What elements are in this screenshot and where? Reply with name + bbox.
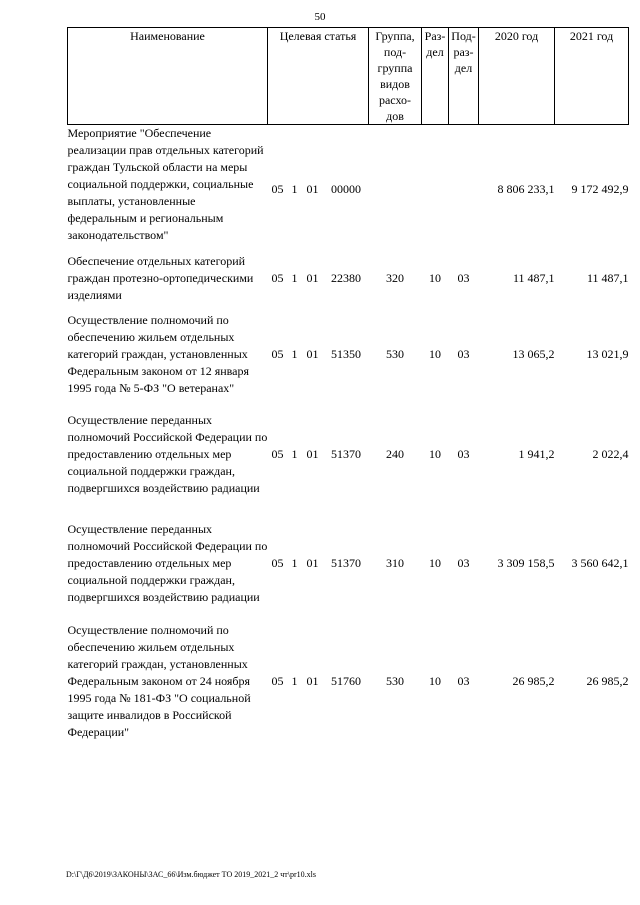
row-2020-amount-cell: 13 065,2 <box>512 346 555 361</box>
row-section-cell: 10 <box>429 446 442 461</box>
row-group-cell: 530 <box>386 674 405 688</box>
row-2020-amount-cell: 26 985,2 <box>512 674 555 688</box>
header-section: Раз- дел <box>422 28 449 125</box>
row-subsection-cell: 03 <box>457 446 470 461</box>
row-2020-amount-cell: 1 941,2 <box>518 446 555 461</box>
page-number: 50 <box>314 11 326 23</box>
row-target-4-cell: 51370 <box>331 555 361 570</box>
row-name-cell: Осуществление переданных полномочий Российской Федерации по предоставлению отдельных мер социальной поддержки граждан, подвергшихся воздействию радиации <box>67 412 268 495</box>
header-year-2021: 2021 год <box>555 28 629 125</box>
row-target-2-cell: 1 <box>291 181 298 196</box>
row-target-3-cell: 01 <box>306 446 319 461</box>
row-2020-amount-cell: 8 806 233,1 <box>497 181 555 196</box>
row-target-3-cell: 01 <box>306 346 319 361</box>
header-year-2020: 2020 год <box>479 28 555 125</box>
row-group-cell: 530 <box>386 346 405 361</box>
row-target-1-cell: 05 <box>271 674 284 688</box>
row-target-1-cell: 05 <box>271 555 284 570</box>
budget-table <box>67 27 629 741</box>
row-2021-amount-cell: 3 560 642,1 <box>571 555 629 570</box>
header-subsection: Под- раз- дел <box>449 28 479 125</box>
file-path-footer: D:\Г\Д6\2019\ЗАКОНЫ\ЗАС_66\Изм.бюджет ТО 2019_2021_2 чт\pr10.xls <box>66 870 316 879</box>
row-target-2-cell: 1 <box>291 271 298 285</box>
row-name-cell: Осуществление полномочий по обеспечению жильем отдельных категорий граждан, установленных Федеральным законом от 24 ноября 1995 года № 181-ФЗ "О социальной защите инвалидов в Российской Федерации" <box>67 623 251 739</box>
row-2021-amount-cell: 11 487,1 <box>586 271 629 285</box>
row-target-4-cell: 51370 <box>331 446 361 461</box>
header-expense-group: Группа, под- группа видов расхо- дов <box>369 28 422 125</box>
row-2021-amount-cell: 13 021,9 <box>586 346 629 361</box>
table-row <box>68 504 629 622</box>
table-row <box>68 404 629 504</box>
row-group-cell: 320 <box>386 271 405 285</box>
row-target-1-cell: 05 <box>271 346 284 361</box>
row-target-1-cell: 05 <box>271 446 284 461</box>
row-subsection-cell: 03 <box>457 271 470 285</box>
row-section-cell <box>422 125 449 254</box>
row-group-cell: 310 <box>386 555 405 570</box>
row-name-cell: Обеспечение отдельных категорий граждан протезно-ортопедическими изделиями <box>67 254 254 302</box>
row-target-3-cell: 01 <box>306 674 319 688</box>
row-target-4-cell: 22380 <box>331 271 361 285</box>
row-target-4-cell: 00000 <box>331 181 361 196</box>
row-target-2-cell: 1 <box>291 446 298 461</box>
row-2020-amount-cell: 11 487,1 <box>512 271 555 285</box>
row-target-1-cell: 05 <box>271 271 284 285</box>
row-name-cell: Осуществление полномочий по обеспечению жильем отдельных категорий граждан, установленных Федеральным законом от 12 января 1995 года № 5-ФЗ "О ветеранах" <box>67 312 250 395</box>
row-subsection-cell: 03 <box>457 674 470 688</box>
row-target-4-cell: 51350 <box>331 346 361 361</box>
row-target-2-cell: 1 <box>291 555 298 570</box>
row-2021-amount-cell: 2 022,4 <box>592 446 629 461</box>
row-target-3-cell: 01 <box>306 271 319 285</box>
row-2021-amount-cell: 9 172 492,9 <box>571 181 629 196</box>
row-subsection-cell: 03 <box>457 346 470 361</box>
table-row <box>68 622 629 741</box>
row-target-4-cell: 51760 <box>331 674 361 688</box>
row-subsection-cell: 03 <box>457 555 470 570</box>
row-section-cell: 10 <box>429 555 442 570</box>
row-name-cell: Мероприятие "Обеспечение реализации прав отдельных категорий граждан Тульской области на меры социальной поддержки, социальные выплаты, установленные федеральным и региональным законодательством" <box>67 126 264 242</box>
row-section-cell: 10 <box>429 674 442 688</box>
row-2021-amount-cell: 26 985,2 <box>586 674 629 688</box>
row-2020-amount-cell: 3 309 158,5 <box>497 555 555 570</box>
row-target-1-cell: 05 <box>271 181 284 196</box>
table-row <box>68 253 629 304</box>
row-target-2-cell: 1 <box>291 346 298 361</box>
row-section-cell: 10 <box>429 346 442 361</box>
table-body <box>68 125 629 742</box>
row-target-2-cell: 1 <box>291 674 298 688</box>
header-target-article: Целевая статья <box>268 28 369 125</box>
row-group-cell <box>369 125 422 254</box>
header-name: Наименование <box>68 28 268 125</box>
row-subsection-cell <box>449 125 479 254</box>
table-row <box>68 125 629 254</box>
row-group-cell: 240 <box>386 446 405 461</box>
row-section-cell: 10 <box>429 271 442 285</box>
table-row <box>68 304 629 404</box>
row-name-cell: Осуществление переданных полномочий Российской Федерации по предоставлению отдельных мер социальной поддержки граждан, подвергшихся воздействию радиации <box>67 521 268 604</box>
row-target-3-cell: 01 <box>306 555 319 570</box>
row-target-3-cell: 01 <box>306 181 319 196</box>
table-header-row <box>68 28 629 125</box>
